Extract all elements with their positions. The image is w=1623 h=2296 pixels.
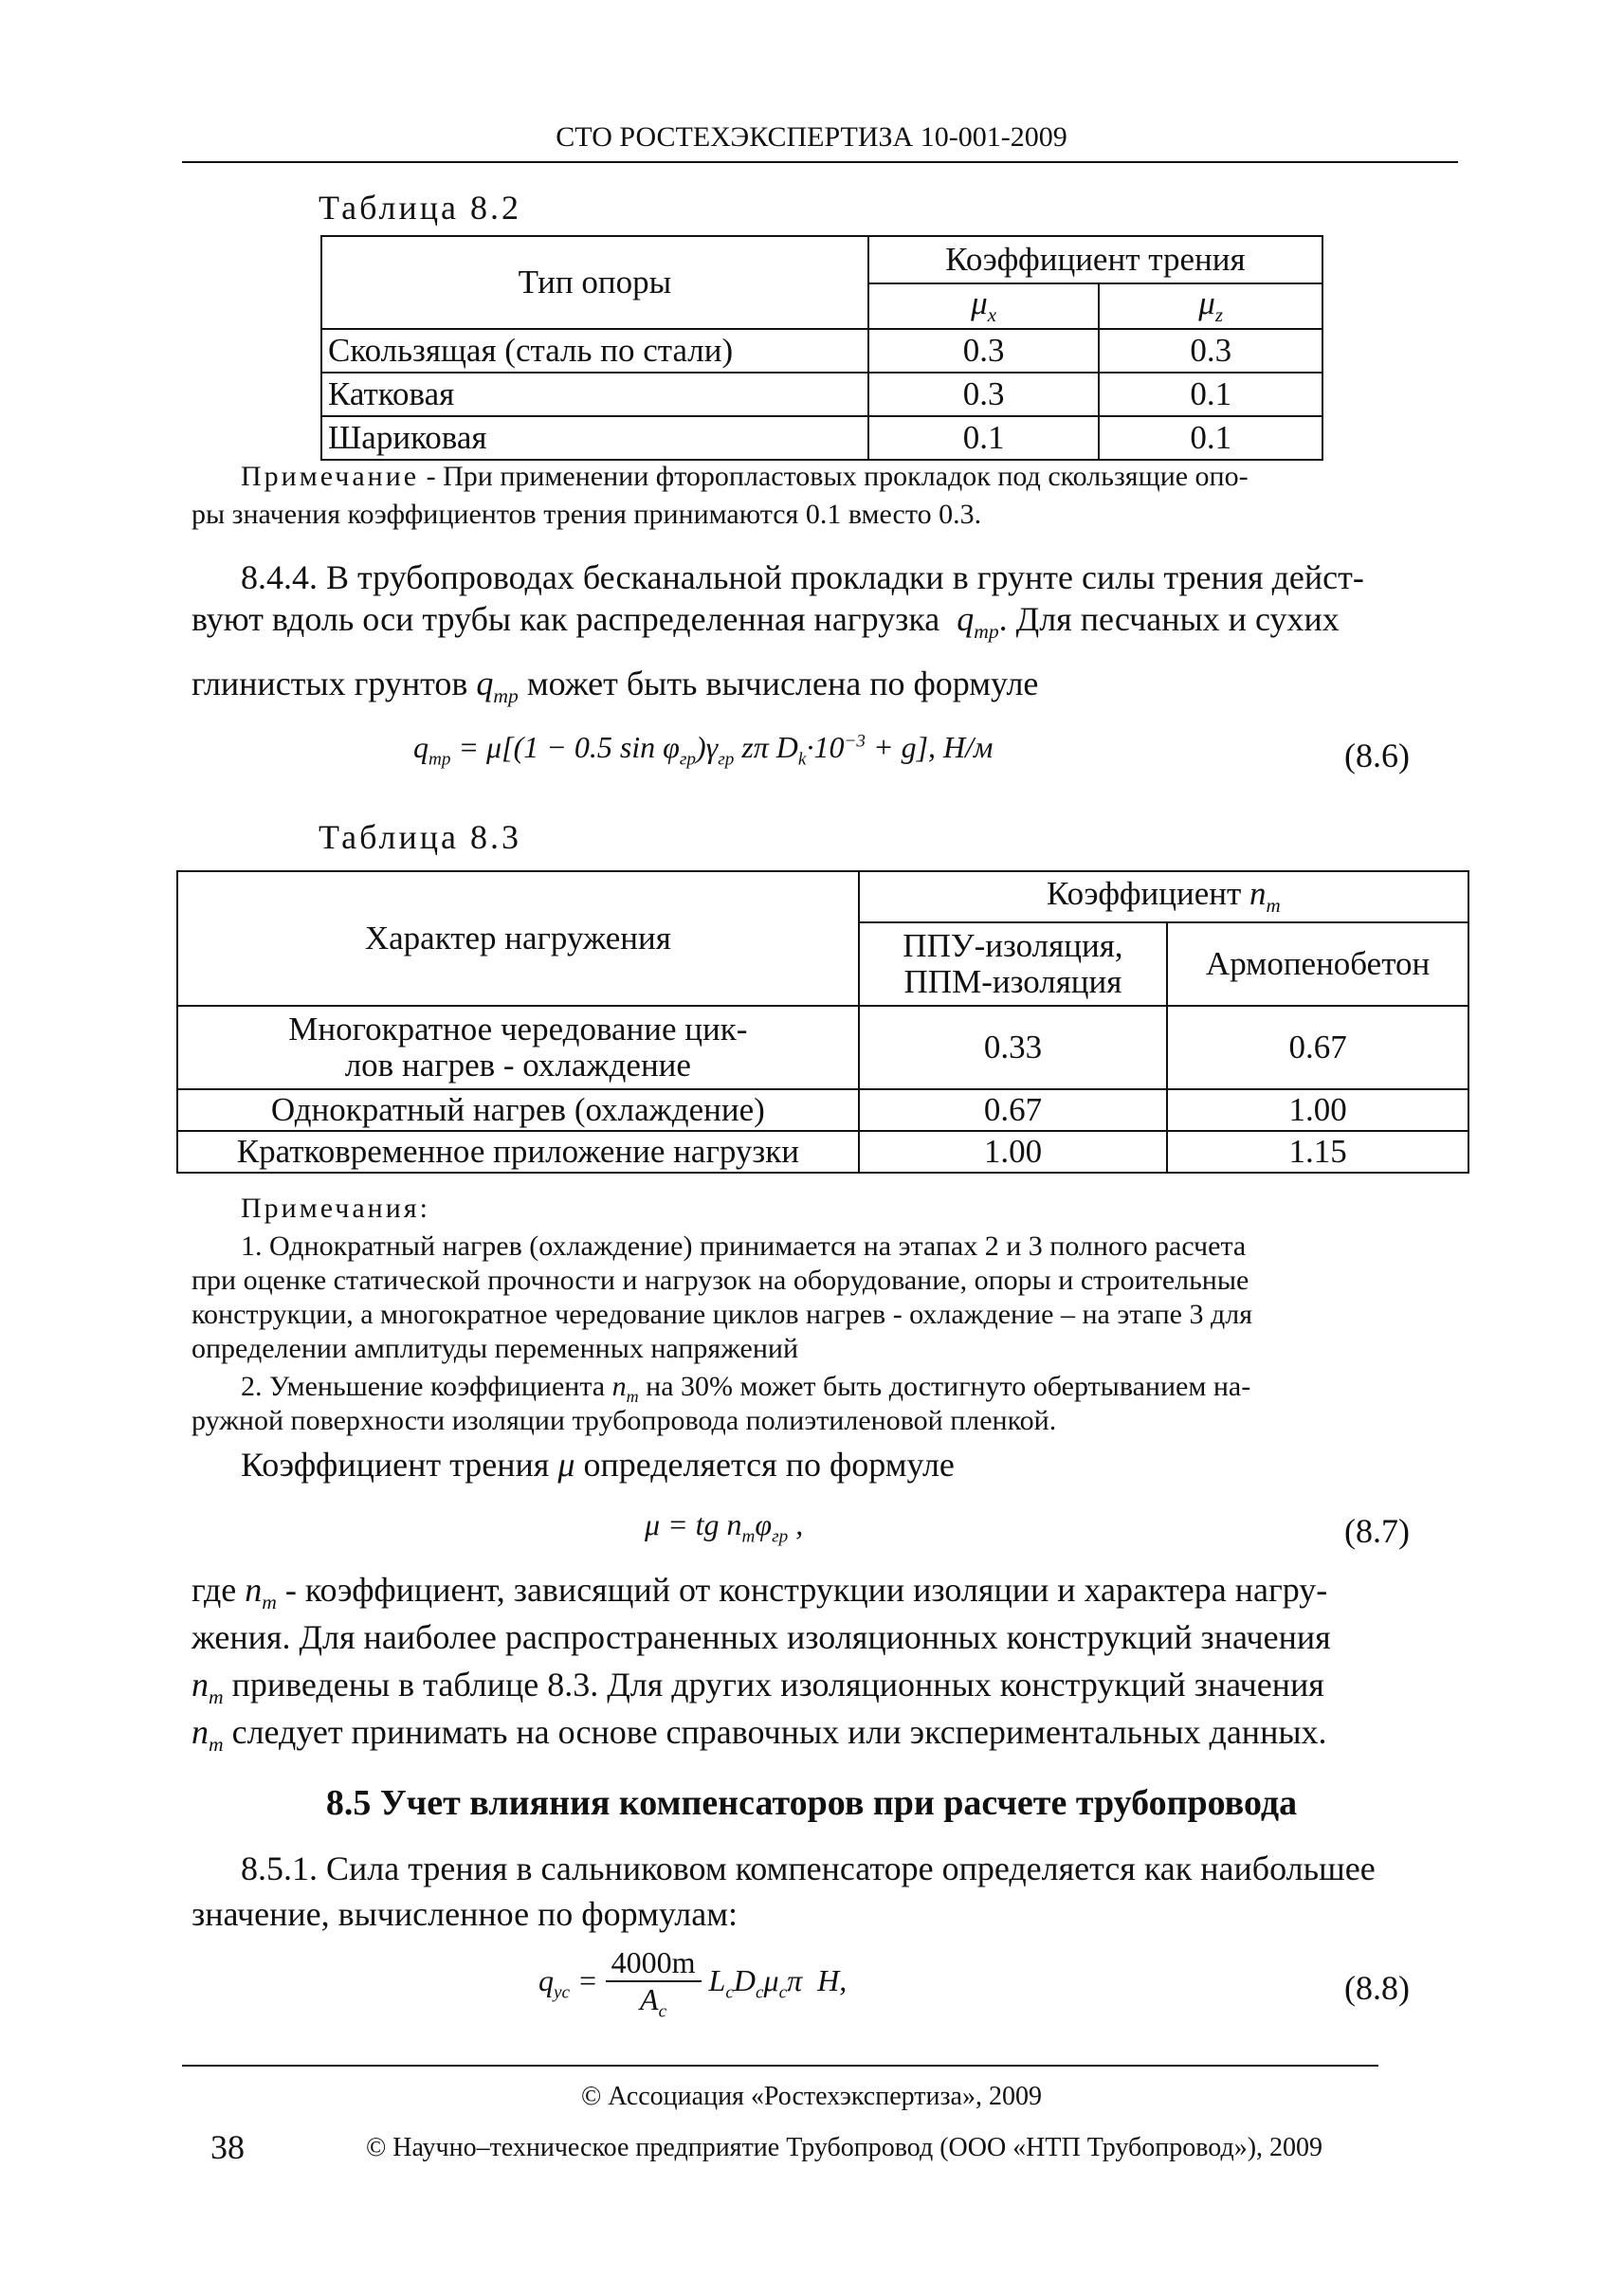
text: Многократное чередование цик- (288, 1010, 748, 1048)
text: вуют вдоль оси трубы как распределенная нагрузка (191, 600, 940, 638)
cell-load: Однократный нагрев (охлаждение) (177, 1089, 859, 1131)
where-line4 (191, 1712, 1327, 1757)
table-row (177, 1089, 1468, 1131)
table-8-2 (320, 235, 1323, 461)
table-8-3-caption: Таблица 8.3 (319, 818, 521, 856)
p844-line1: 8.4.4. В трубопроводах бесканальной прокладки в грунте силы трения дейст- (241, 558, 1364, 596)
text: приведены в таблице 8.3. Для других изоляционных конструкций значения (231, 1666, 1324, 1704)
p844-line2 (191, 599, 1340, 644)
col-friction: Коэффициент трения (868, 236, 1322, 283)
cell-type: Шариковая (321, 416, 868, 460)
eq86-number: (8.6) (1344, 737, 1410, 774)
col-ppu (859, 922, 1168, 1006)
note2-line1 (241, 1369, 1250, 1408)
equation-8-7: μ = tg $n_m\varphi_{гр}$ , (645, 1507, 804, 1547)
page-number: 38 (210, 2128, 245, 2166)
text: - коэффициент, зависящий от конструкции изоляции и характера нагру- (284, 1571, 1328, 1609)
cell-type: Скользящая (сталь по стали) (321, 329, 868, 373)
q-tr-symbol: $q_{тр}$ (948, 600, 999, 644)
text: лов нагрев - охлаждение (344, 1047, 691, 1084)
text: . Для песчаных и сухих (998, 600, 1340, 638)
q-tr-symbol: $q_{тр}$ (476, 665, 519, 708)
cell-mz: 0.1 (1099, 373, 1322, 416)
text: 2. Уменьшение коэффициента (241, 1371, 606, 1402)
text: глинистых грунтов (191, 665, 468, 702)
p851-line2: значение, вычисленное по формулам: (191, 1895, 739, 1933)
cell-ppu: 0.67 (859, 1089, 1168, 1131)
table-row (177, 1006, 1468, 1089)
cell-mx: 0.3 (868, 373, 1100, 416)
running-header: СТО РОСТЕХЭКСПЕРТИЗА 10-001-2009 (556, 121, 1067, 153)
footer-copyright-1: © Ассоциация «Ростехэкспертиза», 2009 (581, 2082, 1042, 2111)
p844-line3 (191, 664, 1038, 708)
mu-symbol: μ (557, 1446, 575, 1484)
equation-8-6: $q_{тр} = \mu[(1 - 0.5$ $\sin \varphi_{гр})\gamma_{гр}$ zπ $D_k\cdot 10^{-3} + g$], Н/м (413, 730, 994, 770)
table-8-3 (176, 870, 1469, 1174)
eq88-number: (8.8) (1344, 1969, 1410, 2007)
cell-load: Кратковременное приложение нагрузки (177, 1131, 859, 1173)
table-8-2-caption: Таблица 8.2 (319, 189, 521, 227)
col-support-type: Тип опоры (321, 236, 868, 329)
text: следует принимать на основе справочных или экспериментальных данных. (231, 1713, 1327, 1751)
text: на 30% может быть достигнуто обертыванием на- (646, 1371, 1251, 1402)
notes-label: Примечания: (241, 1193, 430, 1224)
footer-rule (182, 2065, 1378, 2067)
n-m-symbol: $n_m$ (1249, 875, 1281, 918)
text: Коэффициент (1047, 875, 1242, 913)
n-m-symbol: $n_m$ (191, 1666, 224, 1709)
eq86-unit: Н/м (943, 730, 994, 764)
fraction: $\frac{4000m}{A_c}$ (606, 1945, 702, 2022)
cell-mx: 0.1 (868, 416, 1100, 460)
section-heading: 8.5 Учет влияния компенсаторов при расчете трубопровода (325, 1783, 1298, 1823)
col-load: Характер нагружения (177, 871, 859, 1006)
n-m-symbol: $n_m$ (611, 1371, 639, 1406)
cell-ppu: 0.33 (859, 1006, 1168, 1089)
note1-line1: 1. Однократный нагрев (охлаждение) принимается на этапах 2 и 3 полного расчета (241, 1230, 1247, 1262)
cell-mz: 0.1 (1099, 416, 1322, 460)
text: Коэффициент трения (241, 1446, 550, 1484)
cell-type: Катковая (321, 373, 868, 416)
note-text: - При применении фторопластовых прокладок под скользящие опо- (419, 461, 1249, 492)
cell-ppu: 1.00 (859, 1131, 1168, 1173)
table-row (321, 373, 1322, 416)
n-m-symbol: $n_m$ (245, 1571, 277, 1614)
equation-8-8: $q_{ус}$ = $\frac{4000m}{A_c}$ $L_cD_c\mu_c\pi$ Н, (538, 1945, 848, 2022)
numerator: 4000m (606, 1945, 702, 1982)
where-line1 (191, 1570, 1327, 1614)
note2-line2: ружной поверхности изоляции трубопровода полиэтиленовой пленкой. (191, 1405, 1057, 1436)
note1-line2: при оценке статической прочности и нагрузок на оборудование, опоры и строительные (191, 1265, 1249, 1296)
text: может быть вычислена по формуле (526, 665, 1039, 702)
col-coeff (859, 871, 1468, 922)
table-8-2-note-cont: ры значения коэффициентов трения принимаются 0.1 вместо 0.3. (191, 499, 982, 530)
table-row (177, 1131, 1468, 1173)
text: где (191, 1571, 237, 1609)
footer-copyright-2: © Научно–техническое предприятие Трубопровод (ООО «НТП Трубопровод»), 2009 (366, 2133, 1323, 2162)
text: определяется по формуле (583, 1446, 955, 1484)
col-mu-z: $\mu_z$ (1099, 283, 1322, 329)
where-line3 (191, 1665, 1324, 1709)
cell-armo: 0.67 (1167, 1006, 1468, 1089)
table-row (321, 416, 1322, 460)
text: ППУ-изоляция, (903, 926, 1123, 964)
n-m-symbol: $n_m$ (191, 1713, 224, 1757)
table-row (321, 329, 1322, 373)
eq87-number: (8.7) (1344, 1512, 1410, 1550)
note1-line3: конструкции, а многократное чередование циклов нагрев - охлаждение – на этапе 3 для (191, 1299, 1252, 1330)
col-armo: Армопенобетон (1167, 922, 1468, 1006)
cell-armo: 1.00 (1167, 1089, 1468, 1131)
cell-mz: 0.3 (1099, 329, 1322, 373)
cell-mx: 0.3 (868, 329, 1100, 373)
friction-line (241, 1445, 955, 1485)
eq88-unit: Н, (817, 1963, 848, 1998)
where-line2: жения. Для наиболее распространенных изоляционных конструкций значения (191, 1618, 1331, 1656)
cell-load (177, 1006, 859, 1089)
note1-line4: определении амплитуды переменных напряжений (191, 1333, 799, 1364)
col-mu-x: $\mu_x$ (868, 283, 1100, 329)
table-8-2-note (241, 459, 1460, 495)
text: ППМ-изоляция (903, 963, 1122, 1000)
p851-line1: 8.5.1. Сила трения в сальниковом компенсаторе определяется как наибольшее (241, 1850, 1376, 1887)
note-label: Примечание (241, 461, 420, 492)
cell-armo: 1.15 (1167, 1131, 1468, 1173)
header-rule (182, 161, 1458, 163)
